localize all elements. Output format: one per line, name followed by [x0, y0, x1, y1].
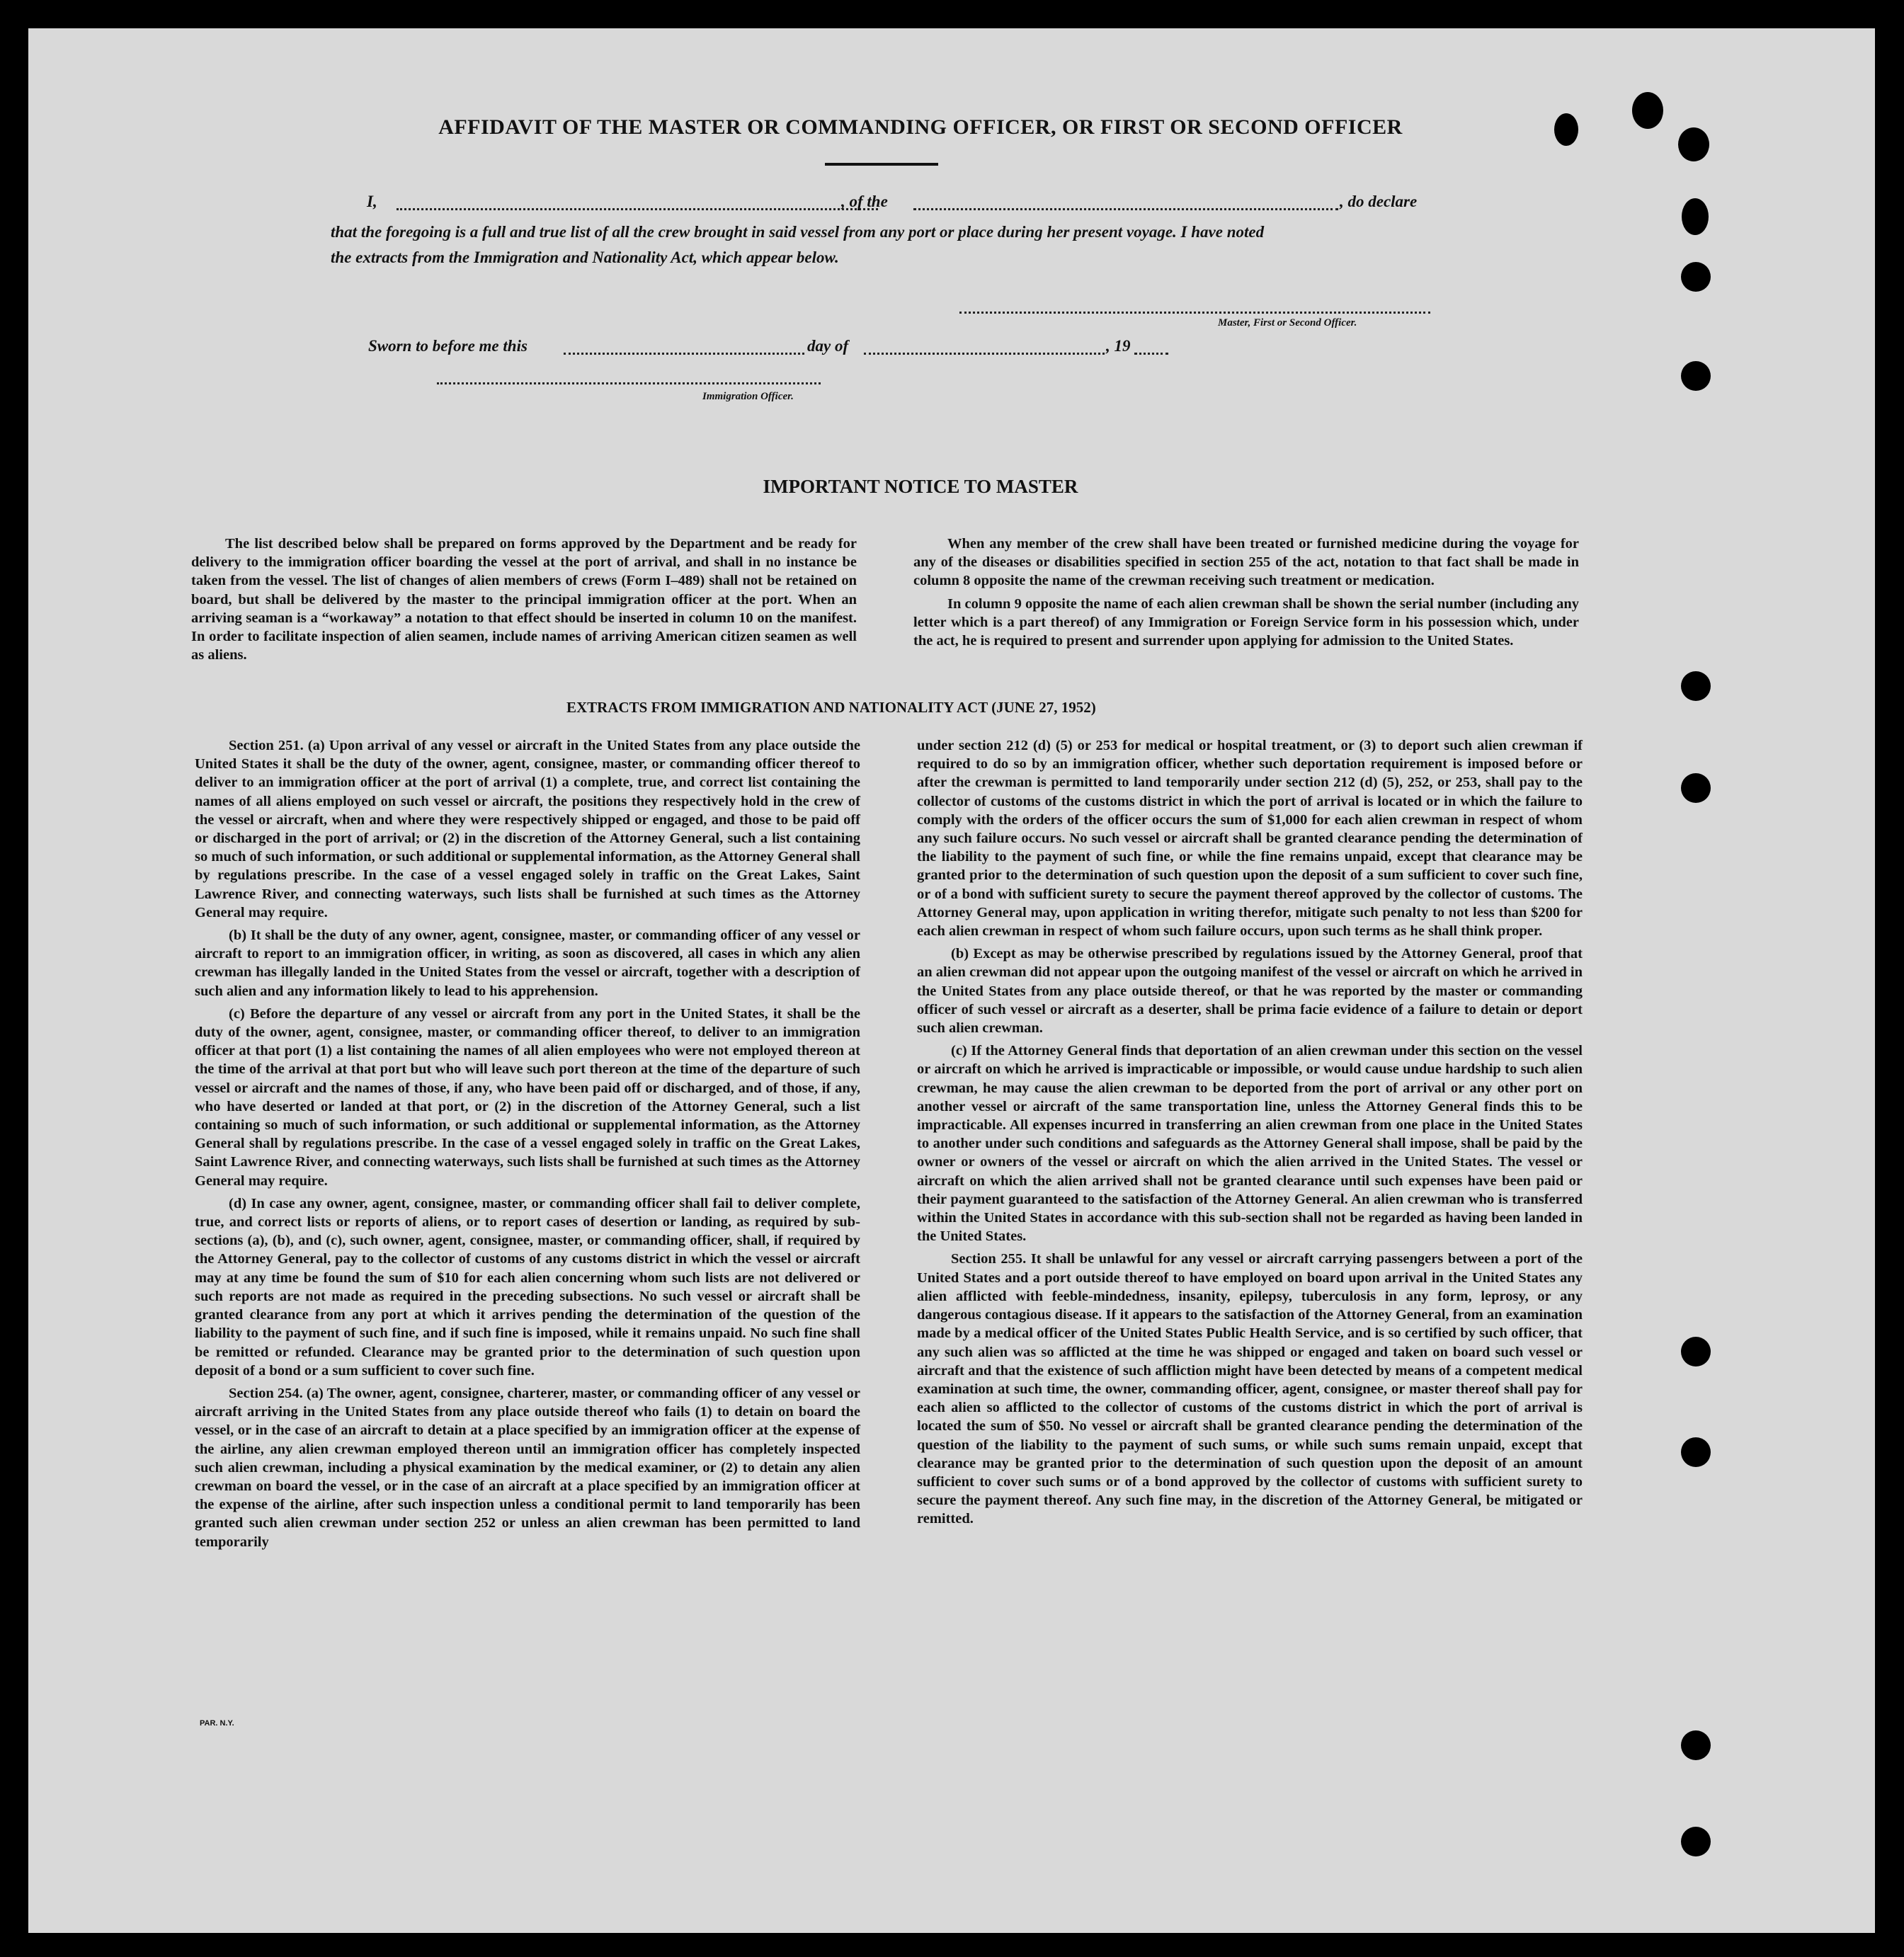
extract-paragraph: Section 254. (a) The owner, agent, consignee, charterer, master, or commanding officer of any vessel or aircraft arriving in the United States from any place outside thereof who fails (1) to detain on board the vessel, or in the case of an aircraft to detain at a place specified by an immigration officer at the expense of the airline, any alien crewman employed thereon until an immigration officer has completely inspected such alien crewman, including a physical examination by the medical examiner, or (2) to detain any alien crewman on board the vessel, or in the case of an aircraft at a place specified by an immigration officer at the expense of the airline, after such inspection unless a conditional permit to land temporarily has been granted such alien crewman under section 252 or unless an alien crewman has been permitted to land temporarily — [195, 1385, 860, 1550]
affidavit-of-the-label: , of the — [841, 193, 888, 210]
binder-hole-9 — [1681, 1337, 1711, 1367]
vessel-fill-line[interactable] — [913, 208, 1338, 210]
notice-right-column — [913, 535, 1579, 654]
sworn-month-fill-line[interactable] — [864, 353, 1105, 355]
affidavit-i-label: I, — [367, 193, 377, 210]
notice-left-paragraph: The list described below shall be prepared on forms approved by the Department and be ready for delivery to the immigration officer boarding the vessel at the port of arrival, and shall in no instance be taken from the vessel. The list of changes of alien members of crews (Form I–489) shall not be retained on board, but shall be delivered by the master to the principal immigration officer at the port. When an arriving seaman is a “workaway” a notation to that effect should be inserted in column 10 on the manifest. In order to facilitate inspection of alien seamen, include names of arriving American citizen seamen as well as aliens. — [191, 536, 857, 663]
officer-signature-label: Immigration Officer. — [702, 391, 794, 402]
printer-code: PAR. N.Y. — [200, 1719, 234, 1728]
extracts-left-column — [195, 736, 860, 1556]
binder-hole-10 — [1681, 1437, 1711, 1467]
affidavit-declare-label: , do declare — [1340, 193, 1418, 210]
extract-paragraph: (d) In case any owner, agent, consignee, master, or commanding officer shall fail to deliver complete, true, and correct lists or reports of aliens, or to report cases of desertion or landing, as required by sub-sections (a), (b), and (c), such owner, agent, consignee, master, or commanding officer, shall, if required by the Attorney General, pay to the collector of customs of any customs district in which the vessel or aircraft may at any time be found the sum of $10 for each alien concerning whom such lists are not delivered or such reports are not made as required in the preceding subsections. No such vessel or aircraft shall be granted clearance from any port at which it arrives pending the determination of the question of the liability to the payment of such fine, and if such fine is imposed, while it remains unpaid. No such fine shall be remitted or refunded. Clearance may be granted prior to the determination of such question upon deposit of a bond or a sum sufficient to cover such fine. — [195, 1195, 860, 1379]
name-fill-line[interactable] — [397, 208, 878, 210]
extract-paragraph: Section 251. (a) Upon arrival of any vessel or aircraft in the United States from any place outside the United States it shall be the duty of the owner, agent, consignee, master, or commanding officer thereof to deliver to an immigration officer at the port of arrival (1) a complete, true, and correct list containing the names of all aliens employed on such vessel or aircraft, the positions they respectively hold in the crew of the vessel or aircraft, when and where they were respectively shipped or engaged, and those to be paid off or discharged in the port of arrival; or (2) in the discretion of the Attorney General, such a list containing so much of such information, or such additional or supplemental information, as the Attorney General shall by regulations prescribe. In the case of a vessel engaged solely in traffic on the Great Lakes, Saint Lawrence River, and connecting waterways, such lists shall be furnished at such times as the Attorney General may require. — [195, 738, 860, 920]
extract-paragraph: under section 212 (d) (5) or 253 for medical or hospital treatment, or (3) to deport such alien crewman if required to do so by an immigration officer, whether such deportation requirement is imposed before or after the crewman is permitted to land temporarily under section 212 (d) (5), 252, or 253, shall pay to the collector of customs of the customs district in which the port of arrival is located or in which the failure to comply with the orders of the officer occurs the sum of $1,000 for each alien crewman in respect of whom any such failure occurs. No such vessel or aircraft shall be granted clearance pending the determination of the liability to the payment of such fine, or while the fine remains unpaid, except that clearance may be granted prior to the determination of such question upon the deposit of a sum sufficient to cover such fine, or of a bond with sufficient surety to secure the payment thereof approved by the collector of customs. The Attorney General may, upon application in writing therefor, mitigate such penalty to not less than $200 for each alien crewman in respect of whom such failure occurs, upon such terms as he shall think proper. — [917, 738, 1583, 940]
day-of-label: day of — [807, 337, 849, 355]
affidavit-line-2: that the foregoing is a full and true list of all the crew brought in said vessel from any port or place during her present voyage. I have noted — [331, 223, 1265, 241]
document-page — [28, 28, 1875, 1933]
year-label: , 19 — [1106, 337, 1131, 355]
year-fill-line[interactable] — [1134, 353, 1168, 355]
extract-paragraph: (c) Before the departure of any vessel or aircraft from any port in the United States, it shall be the duty of the owner, agent, consignee, master, or commanding officer thereof, to deliver to an immigration officer at that port (1) a list containing the names of all alien employees who were not employed thereon at the time of the arrival at that port but who will leave such port thereon at the time of the departure of such vessel or aircraft and the names of those, if any, who have been paid off or discharged, and of those, if any, who have deserted or landed at that port, or (2) in the discretion of the Attorney General, such a list containing so much of such information, or such additional or supplemental information, as the Attorney General shall by regulations prescribe. In the case of a vessel engaged solely in traffic on the Great Lakes, Saint Lawrence River, and connecting waterways, such lists shall be furnished at such times as the Attorney General may require. — [195, 1005, 860, 1189]
title-underline — [825, 163, 938, 166]
binder-hole-7 — [1681, 671, 1711, 701]
notice-left-column — [191, 535, 857, 668]
binder-hole-6 — [1681, 361, 1711, 391]
master-signature-line[interactable] — [959, 312, 1430, 314]
binder-hole-8 — [1681, 773, 1711, 803]
extract-paragraph: (c) If the Attorney General finds that deportation of an alien crewman under this section on the vessel or aircraft on which he arrived is impracticable or impossible, or would cause undue hardship to such alien crewman, he may cause the alien crewman to be deported from the port of arrival or any other port on another vessel or aircraft of the same transportation line, unless the Attorney General finds this to be impracticable. All expenses incurred in transferring an alien crewman from one place in the United States to another under such conditions and safeguards as the Attorney General shall impose, shall be paid by the owner or owners of the vessel or aircraft on which the alien arrived in the United States. The vessel or aircraft on which the alien arrived shall not be granted clearance until such expenses have been paid or their payment guaranteed to the satisfaction of the Attorney General. An alien crewman who is transferred within the United States in accordance with this sub-section shall not be regarded as having been landed in the United States. — [917, 1043, 1583, 1245]
notice-title: IMPORTANT NOTICE TO MASTER — [763, 476, 1078, 497]
binder-hole-5 — [1681, 262, 1711, 292]
binder-hole-11 — [1681, 1730, 1711, 1760]
binder-hole-12 — [1681, 1827, 1711, 1856]
affidavit-title: AFFIDAVIT OF THE MASTER OR COMMANDING OFFICER, OR FIRST OR SECOND OFFICER — [438, 115, 1403, 139]
extract-paragraph: (b) It shall be the duty of any owner, agent, consignee, master, or commanding officer of any vessel or aircraft to report to an immigration officer, in writing, as soon as discovered, all cases in which any alien crewman has illegally landed in the United States from the vessel or aircraft, together with a description of such alien and any information likely to lead to his apprehension. — [195, 928, 860, 999]
extracts-title: EXTRACTS FROM IMMIGRATION AND NATIONALITY ACT (JUNE 27, 1952) — [566, 699, 1096, 716]
extract-paragraph: Section 255. It shall be unlawful for any vessel or aircraft carrying passengers between a port of the United States and a port outside thereof to have employed on board upon arrival in the United States any alien afflicted with feeble-mindedness, insanity, epilepsy, tuberculosis in any form, leprosy, or any dangerous contagious disease. If it appears to the satisfaction of the Attorney General, from an examination made by a medical officer of the United States Public Health Service, and is so certified by such officer, that any such alien was so afflicted at the time he was shipped or engaged and taken on board such vessel or aircraft and that the existence of such affliction might have been detected by means of a competent medical examination at such time, the owner, commanding officer, agent, consignee, or master thereof shall pay for each alien so afflicted to the collector of customs of the customs district in which the port of arrival is located the sum of $50. No vessel or aircraft shall be granted clearance pending the determination of the question of the liability to the payment of such sums, or while such sums remain unpaid, except that clearance may be granted prior to the determination of such question upon the deposit of an amount sufficient to cover such sums or of a bond approved by the collector of customs with sufficient surety to secure the payment thereof. Any such fine may, in the discretion of the Attorney General, be mitigated or remitted. — [917, 1251, 1583, 1527]
notice-right-paragraph-1: When any member of the crew shall have been treated or furnished medicine during the voyage for any of the diseases or disabilities specified in section 255 of the act, notation to that fact shall be made in column 8 opposite the name of the crewman receiving such treatment or medication. — [913, 536, 1579, 589]
officer-signature-line[interactable] — [437, 382, 821, 384]
extracts-right-column — [917, 736, 1583, 1533]
master-signature-label: Master, First or Second Officer. — [1218, 317, 1357, 329]
affidavit-line-3: the extracts from the Immigration and Nationality Act, which appear below. — [331, 249, 839, 266]
sworn-label: Sworn to before me this — [368, 337, 528, 355]
extract-paragraph: (b) Except as may be otherwise prescribed by regulations issued by the Attorney General, proof that an alien crewman did not appear upon the outgoing manifest of the vessel or aircraft on which he arrived in the United States from any place outside thereof, or that he was reported by the master or commanding officer of such vessel or aircraft as a deserter, shall be prima facie evidence of a failure to detain or deport such alien crewman. — [917, 946, 1583, 1037]
sworn-day-fill-line[interactable] — [564, 353, 804, 355]
binder-hole-4 — [1682, 198, 1709, 235]
notice-right-paragraph-2: In column 9 opposite the name of each alien crewman shall be shown the serial number (including any letter which is a part thereof) of any Immigration or Foreign Service form in his possession which, under the act, he is required to present and surrender upon applying for admission to the United States. — [913, 595, 1579, 649]
